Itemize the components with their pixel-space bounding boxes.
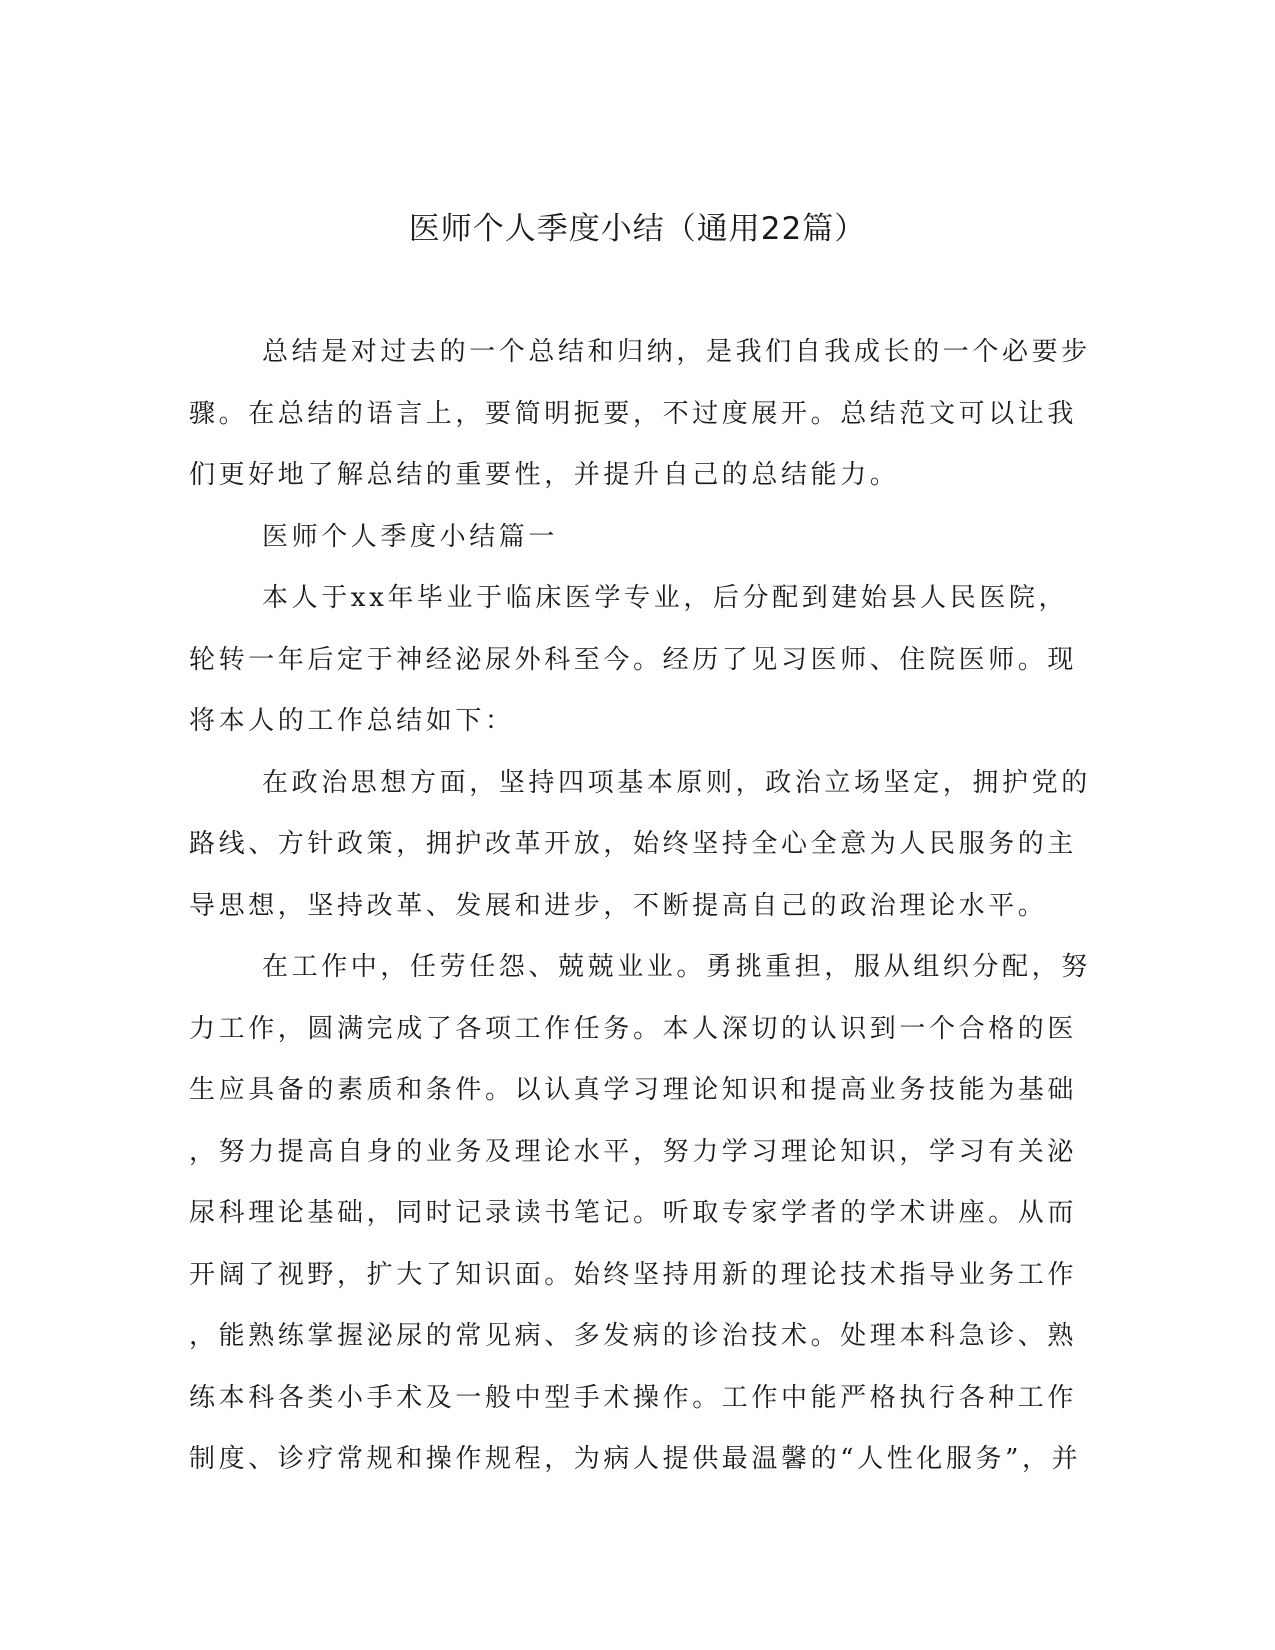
text-line: 将本人的工作总结如下： [189,706,515,736]
paragraph-politics [189,753,1091,938]
text-line: 生应具备的素质和条件。以认真学习理论知识和提高业务技能为基础 [189,1075,1078,1105]
text-line: 尿科理论基础，同时记录读书笔记。听取专家学者的学术讲座。从而 [189,1198,1078,1228]
document-title: 医师个人季度小结（通用22篇） [408,211,867,247]
text-line: 本人于xx年毕业于临床医学专业，后分配到建始县人民医院， [262,583,1069,613]
paragraph-intro [189,322,1091,507]
paragraph-background [189,568,1079,753]
text-line: 们更好地了解总结的重要性，并提升自己的总结能力。 [189,460,900,490]
text-line: ，努力提高自身的业务及理论水平，努力学习理论知识，学习有关泌 [189,1136,1078,1167]
text-line: 医师个人季度小结篇一 [262,521,559,552]
text-line: 力工作，圆满完成了各项工作任务。本人深切的认识到一个合格的医 [189,1013,1078,1044]
text-line: ，能熟练掌握泌尿的常见病、多发病的诊治技术。处理本科急诊、熟 [189,1321,1078,1351]
text-line: 开阔了视野，扩大了知识面。始终坚持用新的理论技术指导业务工作 [189,1259,1078,1290]
text-line: 导思想，坚持改革、发展和进步，不断提高自己的政治理论水平。 [189,890,1048,921]
text-line: 在政治思想方面，坚持四项基本原则，政治立场坚定，拥护党的 [262,767,1091,798]
text-line: 轮转一年后定于神经泌尿外科至今。经历了见习医师、住院医师。现 [189,644,1078,675]
paragraph-work [189,937,1091,1491]
section-heading [189,507,1079,569]
text-line: 总结是对过去的一个总结和归纳，是我们自我成长的一个必要步 [262,337,1091,367]
text-line: 骤。在总结的语言上，要简明扼要，不过度展开。总结范文可以让我 [189,398,1078,429]
text-line: 制度、诊疗常规和操作规程，为病人提供最温馨的“人性化服务”，并 [189,1444,1082,1474]
document-body [189,322,1091,1491]
text-line: 练本科各类小手术及一般中型手术操作。工作中能严格执行各种工作 [189,1382,1078,1413]
text-line: 在工作中，任劳任怨、兢兢业业。勇挑重担，服从组织分配，努 [262,952,1091,982]
text-line: 路线、方针政策，拥护改革开放，始终坚持全心全意为人民服务的主 [189,829,1078,859]
